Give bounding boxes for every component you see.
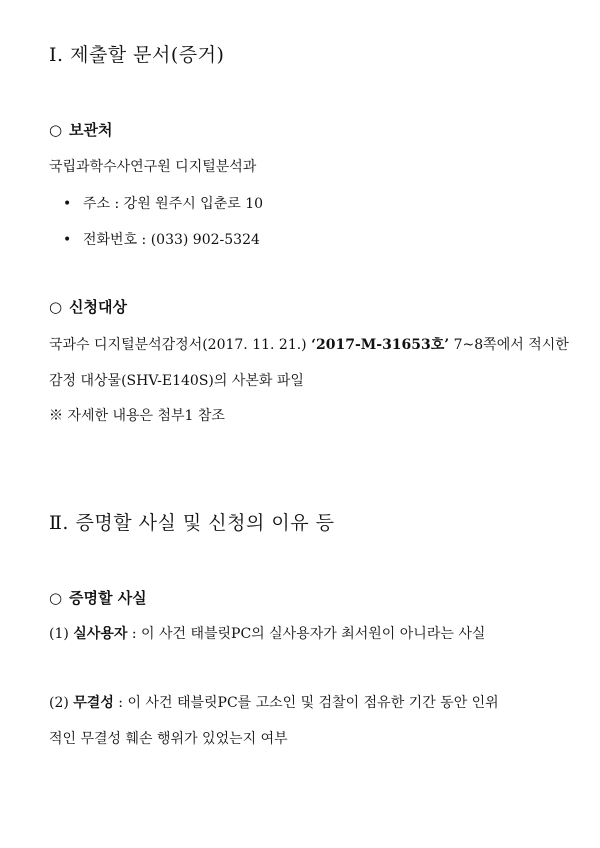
target-note: ※ 자세한 내용은 첨부1 참조 xyxy=(49,408,225,424)
fact-item-1 xyxy=(49,623,485,643)
fact-item-2-title: 무결성 xyxy=(73,695,114,711)
custodian-heading-label: 보관처 xyxy=(69,121,113,139)
section1-heading: Ⅰ. 제출할 문서(증거) xyxy=(49,44,225,66)
target-line1-post: 7~8쪽에서 적시한 xyxy=(449,337,569,353)
address-text: 주소 : 강원 원주시 입춘로 10 xyxy=(83,196,264,212)
fact-item-2-number: (2) xyxy=(49,695,74,711)
circle-bullet-icon: ○ xyxy=(49,121,63,139)
fact-item-1-title: 실사용자 xyxy=(73,626,128,642)
fact-item-1-text: : 이 사건 태블릿PC의 실사용자가 최서원이 아니라는 사실 xyxy=(127,626,486,642)
facts-heading xyxy=(49,587,147,608)
fact-item-1-number: (1) xyxy=(49,626,74,642)
target-heading xyxy=(49,296,127,317)
custodian-phone xyxy=(63,229,260,249)
facts-heading-label: 증명할 사실 xyxy=(69,589,147,607)
target-line1 xyxy=(49,334,569,354)
target-heading-label: 신청대상 xyxy=(69,298,127,316)
bullet-icon: • xyxy=(63,196,72,212)
fact-item-2-text: : 이 사건 태블릿PC를 고소인 및 검찰이 점유한 기간 동안 인위 xyxy=(113,695,499,711)
circle-bullet-icon: ○ xyxy=(49,589,63,607)
bullet-icon: • xyxy=(63,232,72,248)
target-line2: 감정 대상물(SHV-E140S)의 사본화 파일 xyxy=(49,373,304,389)
custodian-org: 국립과학수사연구원 디지털분석과 xyxy=(49,159,257,175)
custodian-address xyxy=(63,193,263,213)
target-case-number: ‘2017-M-31653호’ xyxy=(311,337,450,353)
fact-item-2 xyxy=(49,692,499,712)
fact-item-2-continued: 적인 무결성 훼손 행위가 있었는지 여부 xyxy=(49,731,288,747)
target-line1-pre: 국과수 디지털분석감정서(2017. 11. 21.) xyxy=(49,337,312,353)
section2-heading: Ⅱ. 증명할 사실 및 신청의 이유 등 xyxy=(49,512,335,534)
circle-bullet-icon: ○ xyxy=(49,298,63,316)
phone-text: 전화번호 : (033) 902-5324 xyxy=(83,232,260,248)
custodian-heading xyxy=(49,119,112,140)
